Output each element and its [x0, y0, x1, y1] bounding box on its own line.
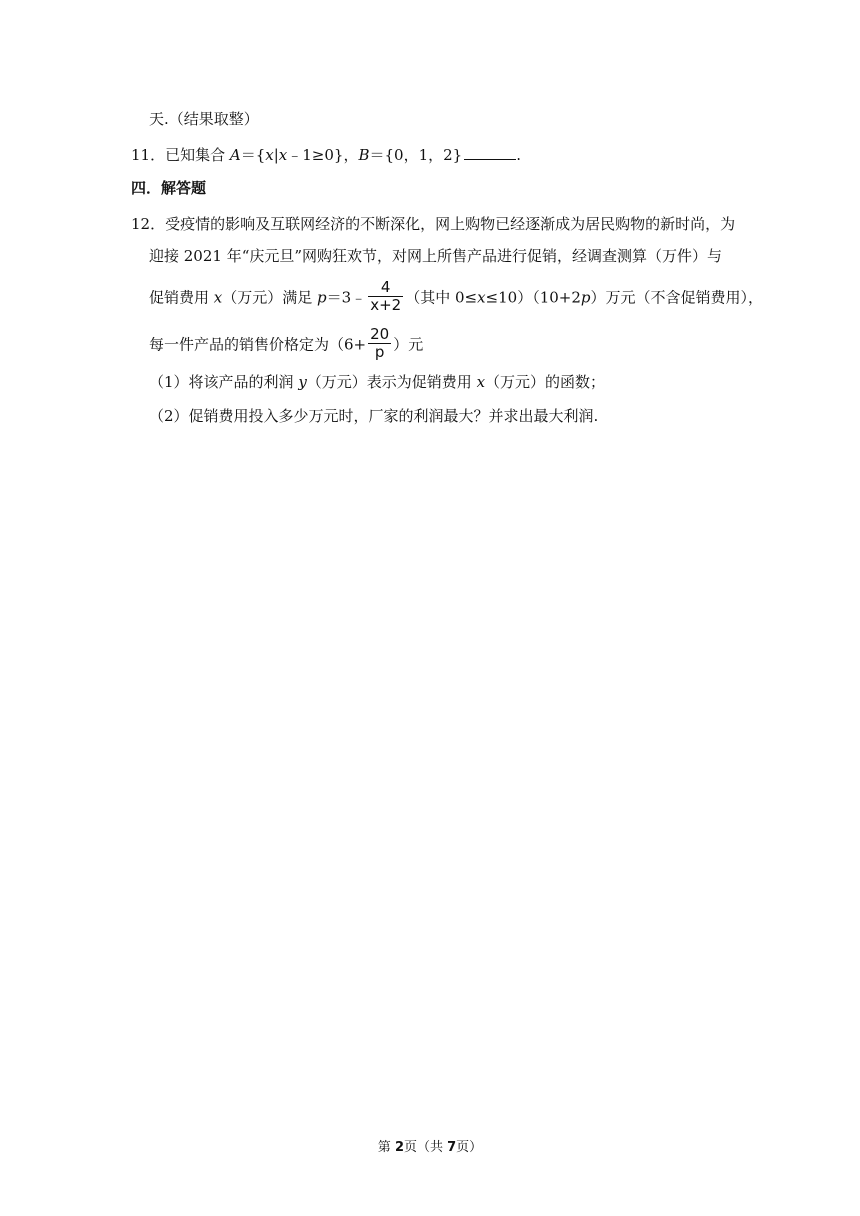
- page-footer: 第 2页（共 7页）: [377, 1140, 483, 1155]
- q10-continuation: 天.（结果取整）: [149, 110, 259, 128]
- sub-question-1: （1）将该产品的利润 y（万元）表示为促销费用 x（万元）的函数；: [149, 373, 606, 391]
- question-12-line-1: 12．受疫情的影响及互联网经济的不断深化，网上购物已经逐渐成为居民购物的新时尚，为: [131, 215, 736, 233]
- question-number: 12．: [131, 215, 166, 233]
- sub-question-2: （2）促销费用投入多少万元时，厂家的利润最大？并求出最大利润.: [149, 407, 599, 425]
- fraction-20-over-p: $\frac{20}{p}$: [370, 325, 390, 361]
- fraction-4-over-x-plus-2: $\frac{4}{x+2}$: [370, 278, 402, 314]
- question-number: 11．: [131, 146, 166, 164]
- total-page-count: 7: [447, 1140, 457, 1155]
- question-12-line-4: 每一件产品的销售价格定为（6+ $\frac{20}{p}$ ）元: [149, 325, 424, 361]
- question-11: 11．已知集合 A＝{x|x﹣1≥0}，B＝{0，1，2} .: [131, 146, 521, 164]
- question-12-line-2: 迎接 2021 年“庆元旦”网购狂欢节，对网上所售产品进行促销，经调查测算（万件）与: [149, 247, 723, 265]
- section-heading: 四．解答题: [131, 179, 207, 197]
- answer-blank: [464, 145, 516, 160]
- question-12-line-3: 促销费用 x（万元）满足 p＝3﹣ $\frac{4}{x+2}$ （其中 0≤x≤10）（10+2p）万元（不含促销费用），: [149, 278, 764, 314]
- current-page-number: 2: [394, 1140, 404, 1155]
